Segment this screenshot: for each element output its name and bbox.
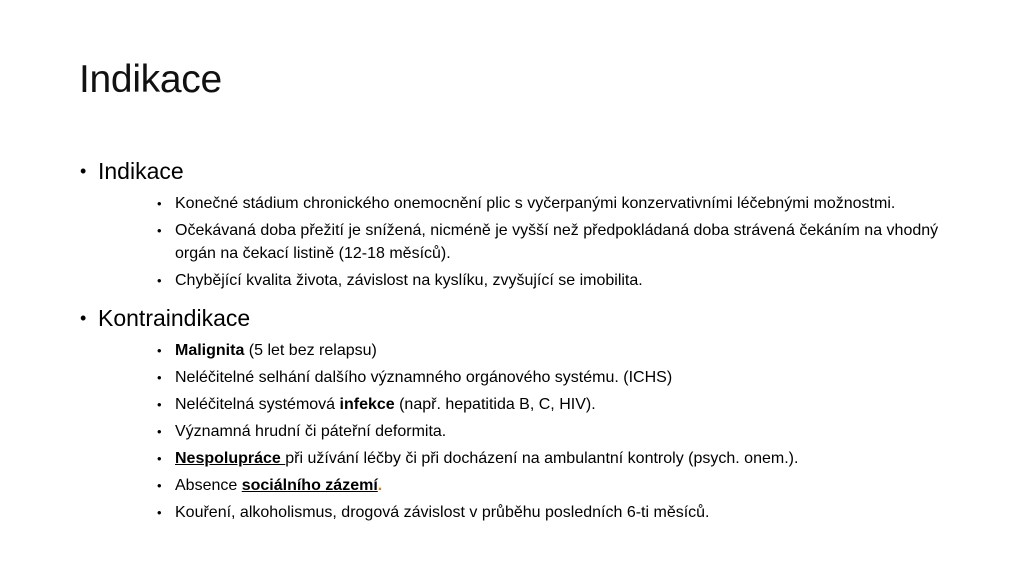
- section-heading-indikace: [80, 155, 960, 187]
- slide-content: [80, 155, 960, 534]
- list-item: [80, 219, 960, 265]
- list-item-text: Neléčitelné selhání dalšího významného orgánového systému. (ICHS): [175, 369, 673, 386]
- slide-title: Indikace: [79, 58, 222, 101]
- bullet-icon: •: [157, 196, 162, 211]
- list-item: [80, 501, 960, 524]
- emphasis-text: Nespolupráce: [175, 450, 286, 467]
- bullet-icon: •: [157, 478, 162, 493]
- indikace-list: [80, 192, 960, 292]
- list-item: [80, 269, 960, 292]
- list-item: [80, 447, 960, 470]
- kontraindikace-list: [80, 339, 960, 524]
- bullet-icon: •: [80, 308, 87, 328]
- bullet-icon: •: [157, 273, 162, 288]
- list-item-text: Významná hrudní či páteřní deformita.: [175, 423, 447, 440]
- bullet-icon: •: [157, 451, 162, 466]
- emphasis-text: sociálního zázemí: [241, 477, 378, 494]
- list-item: [80, 192, 960, 215]
- section-heading-label: Kontraindikace: [98, 305, 251, 331]
- bullet-icon: •: [157, 505, 162, 520]
- accent-punctuation: .: [377, 477, 383, 494]
- list-item: [80, 366, 960, 389]
- bullet-icon: •: [157, 397, 162, 412]
- list-item-text: při užívání léčby či při docházení na ambulantní kontroly (psych. onem.).: [285, 450, 799, 467]
- section-heading-kontraindikace: [80, 302, 960, 334]
- list-item: [80, 474, 960, 497]
- bullet-icon: •: [157, 370, 162, 385]
- list-item-text: Očekávaná doba přežití je snížená, nicméně je vyšší než předpokládaná doba strávená čekáním na vhodný orgán na čekací listině (12-18 měsíců).: [175, 222, 939, 262]
- list-item-text: (např. hepatitida B, C, HIV).: [394, 396, 596, 413]
- emphasis-text: infekce: [339, 396, 395, 413]
- list-item: [80, 420, 960, 443]
- list-item-text: Kouření, alkoholismus, drogová závislost v průběhu posledních 6-ti měsíců.: [175, 504, 710, 521]
- bullet-icon: •: [157, 343, 162, 358]
- bullet-icon: •: [157, 424, 162, 439]
- emphasis-text: Malignita: [175, 342, 245, 359]
- section-heading-label: Indikace: [98, 158, 184, 184]
- list-item-text: Absence: [175, 477, 242, 494]
- list-item-text: Neléčitelná systémová: [175, 396, 340, 413]
- list-item-text: (5 let bez relapsu): [244, 342, 377, 359]
- bullet-icon: •: [80, 161, 87, 181]
- list-item-text: Konečné stádium chronického onemocnění plic s vyčerpanými konzervativními léčebnými možnostmi.: [175, 195, 896, 212]
- list-item: [80, 339, 960, 362]
- bullet-icon: •: [157, 223, 162, 238]
- list-item-text: Chybějící kvalita života, závislost na kyslíku, zvyšující se imobilita.: [175, 272, 643, 289]
- list-item: [80, 393, 960, 416]
